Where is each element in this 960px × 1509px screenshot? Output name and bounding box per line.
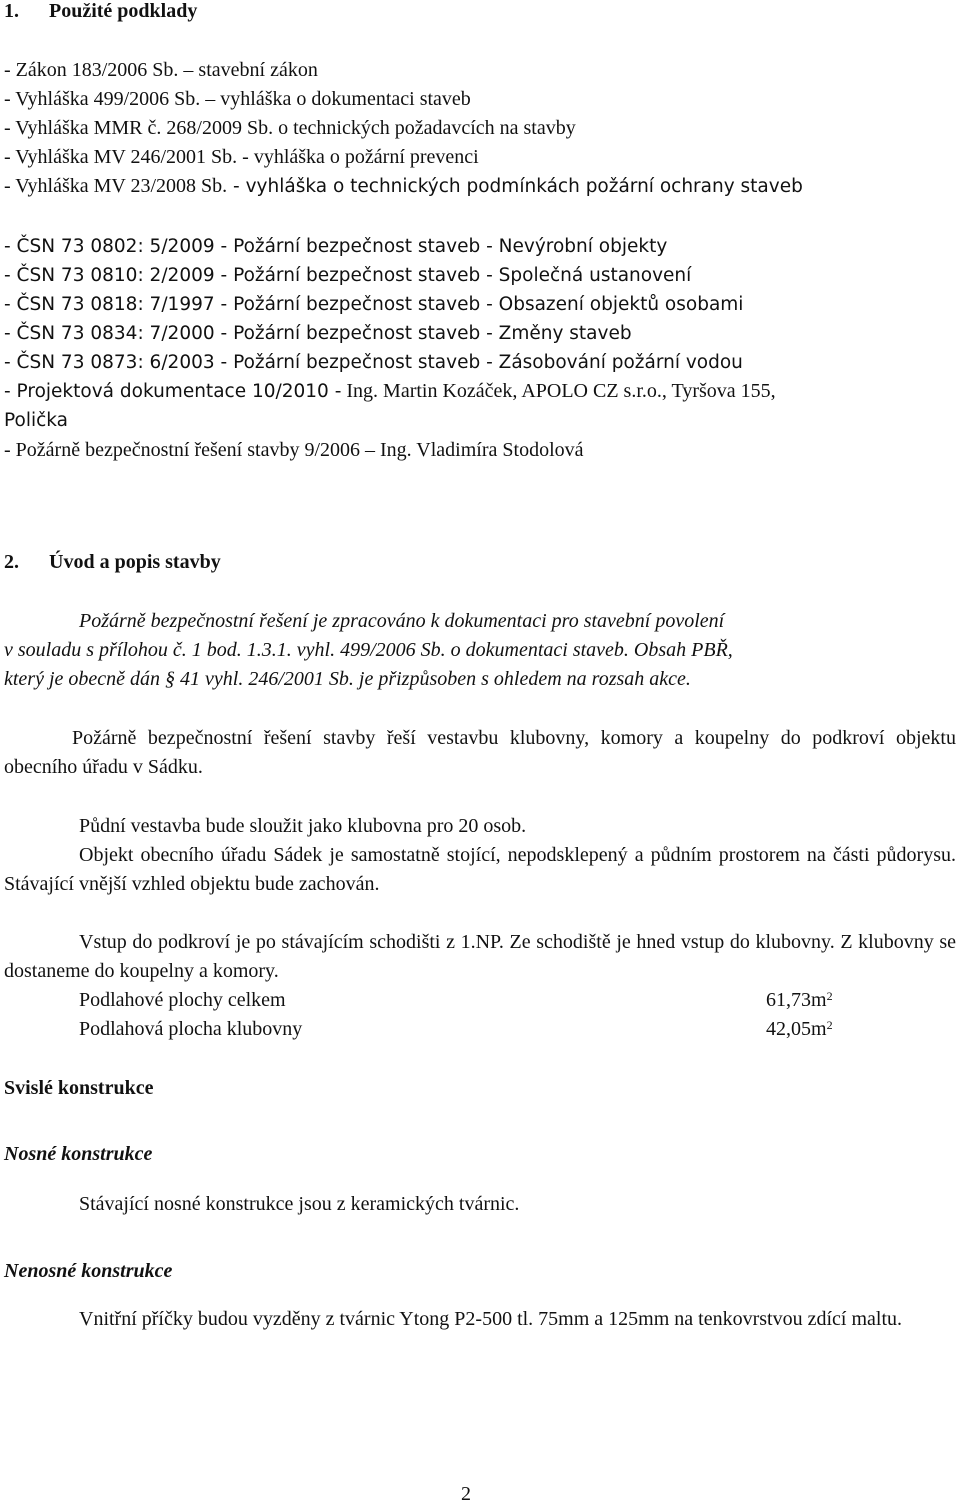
non-load-bearing-text: Vnitřní příčky budou vyzděny z tvárnic Ytong P2-500 tl. 75mm a 125mm na tenkovrstvou zdící maltu. (79, 1308, 903, 1330)
area-value: $61,73m^2$ (766, 989, 833, 1011)
intro-paragraph (4, 607, 956, 694)
access-paragraph: Vstup do podkroví je po stávajícím schodišti z 1.NP. Ze schodiště je hned vstup do klubovny. Z klubovny se dostaneme do koupelny a komory. (4, 931, 956, 982)
attic-use-line: Půdní vestavba bude sloužit jako klubovna pro 20 osob. (79, 815, 527, 837)
area-label: Podlahové plochy celkem (79, 989, 286, 1011)
area-row (4, 986, 956, 1015)
intro-line: v souladu s přílohou č. 1 bod. 1.3.1. vyhl. 499/2006 Sb. o dokumentaci staveb. Obsah PBŘ, (4, 639, 733, 661)
norm-item: - ČSN 73 0810: 2/2009 - Požární bezpečnost staveb - Společná ustanovení (4, 265, 692, 286)
scope-paragraph: Požárně bezpečnostní řešení stavby řeší vestavbu klubovny, komory a koupelny do podkroví objektu obecního úřadu v Sádku. (4, 727, 956, 778)
fire-solution-item: - Požárně bezpečnostní řešení stavby 9/2006 – Ing. Vladimíra Stodolová (4, 439, 584, 461)
project-doc-item (4, 377, 956, 406)
vertical-heading: Svislé konstrukce (4, 1077, 154, 1099)
area-value: $42,05m^2$ (766, 1018, 833, 1040)
norm-item: - ČSN 73 0802: 5/2009 - Požární bezpečnost staveb - Nevýrobní objekty (4, 236, 668, 257)
intro-line: který je obecně dán § 41 vyhl. 246/2001 Sb. je přizpůsoben s ohledem na rozsah akce. (4, 668, 691, 690)
norms-list (4, 232, 956, 435)
non-load-bearing-heading: Nenosné konstrukce (4, 1260, 173, 1282)
attic-paragraph (4, 812, 956, 899)
law-item-code: - Vyhláška MV 23/2008 Sb. (4, 175, 228, 197)
law-item: - Vyhláška MV 246/2001 Sb. - vyhláška o požární prevenci (4, 146, 479, 168)
areas-table (4, 986, 956, 1044)
law-item: - Vyhláška MMR č. 268/2009 Sb. o technických požadavcích na stavby (4, 117, 576, 139)
norm-item: - ČSN 73 0818: 7/1997 - Požární bezpečnost staveb - Obsazení objektů osobami (4, 294, 744, 315)
project-doc-label: - Projektová dokumentace 10/2010 - (4, 381, 342, 402)
load-bearing-text: Stávající nosné konstrukce jsou z keramických tvárnic. (79, 1193, 520, 1215)
page-number: 2 (461, 1483, 471, 1505)
project-doc-author: Ing. Martin Kozáček, APOLO CZ s.r.o., Tyršova 155, (341, 380, 776, 402)
load-bearing-heading: Nosné konstrukce (4, 1143, 153, 1165)
law-item: - Zákon 183/2006 Sb. – stavební zákon (4, 59, 318, 81)
intro-line: Požárně bezpečnostní řešení je zpracováno k dokumentaci pro stavební povolení (79, 610, 725, 632)
norm-item: - ČSN 73 0834: 7/2000 - Požární bezpečnost staveb - Změny staveb (4, 323, 632, 344)
building-description: Objekt obecního úřadu Sádek je samostatně stojící, nepodsklepený a půdním prostorem na části půdorysu. Stávající vnější vzhled objektu bude zachován. (4, 844, 956, 895)
norm-item: - ČSN 73 0873: 6/2003 - Požární bezpečnost staveb - Zásobování požární vodou (4, 352, 743, 373)
law-item: - Vyhláška 499/2006 Sb. – vyhláška o dokumentaci staveb (4, 88, 471, 110)
section-1-heading: 1. Použité podklady (4, 0, 198, 22)
area-row (4, 1015, 956, 1044)
area-label: Podlahová plocha klubovny (79, 1018, 303, 1040)
project-doc-city: Polička (4, 410, 68, 431)
law-item (4, 172, 956, 201)
section-2-heading: 2. Úvod a popis stavby (4, 551, 221, 573)
laws-list (4, 56, 956, 201)
law-item-title: - vyhláška o technických podmínkách požární ochrany staveb (227, 176, 803, 197)
